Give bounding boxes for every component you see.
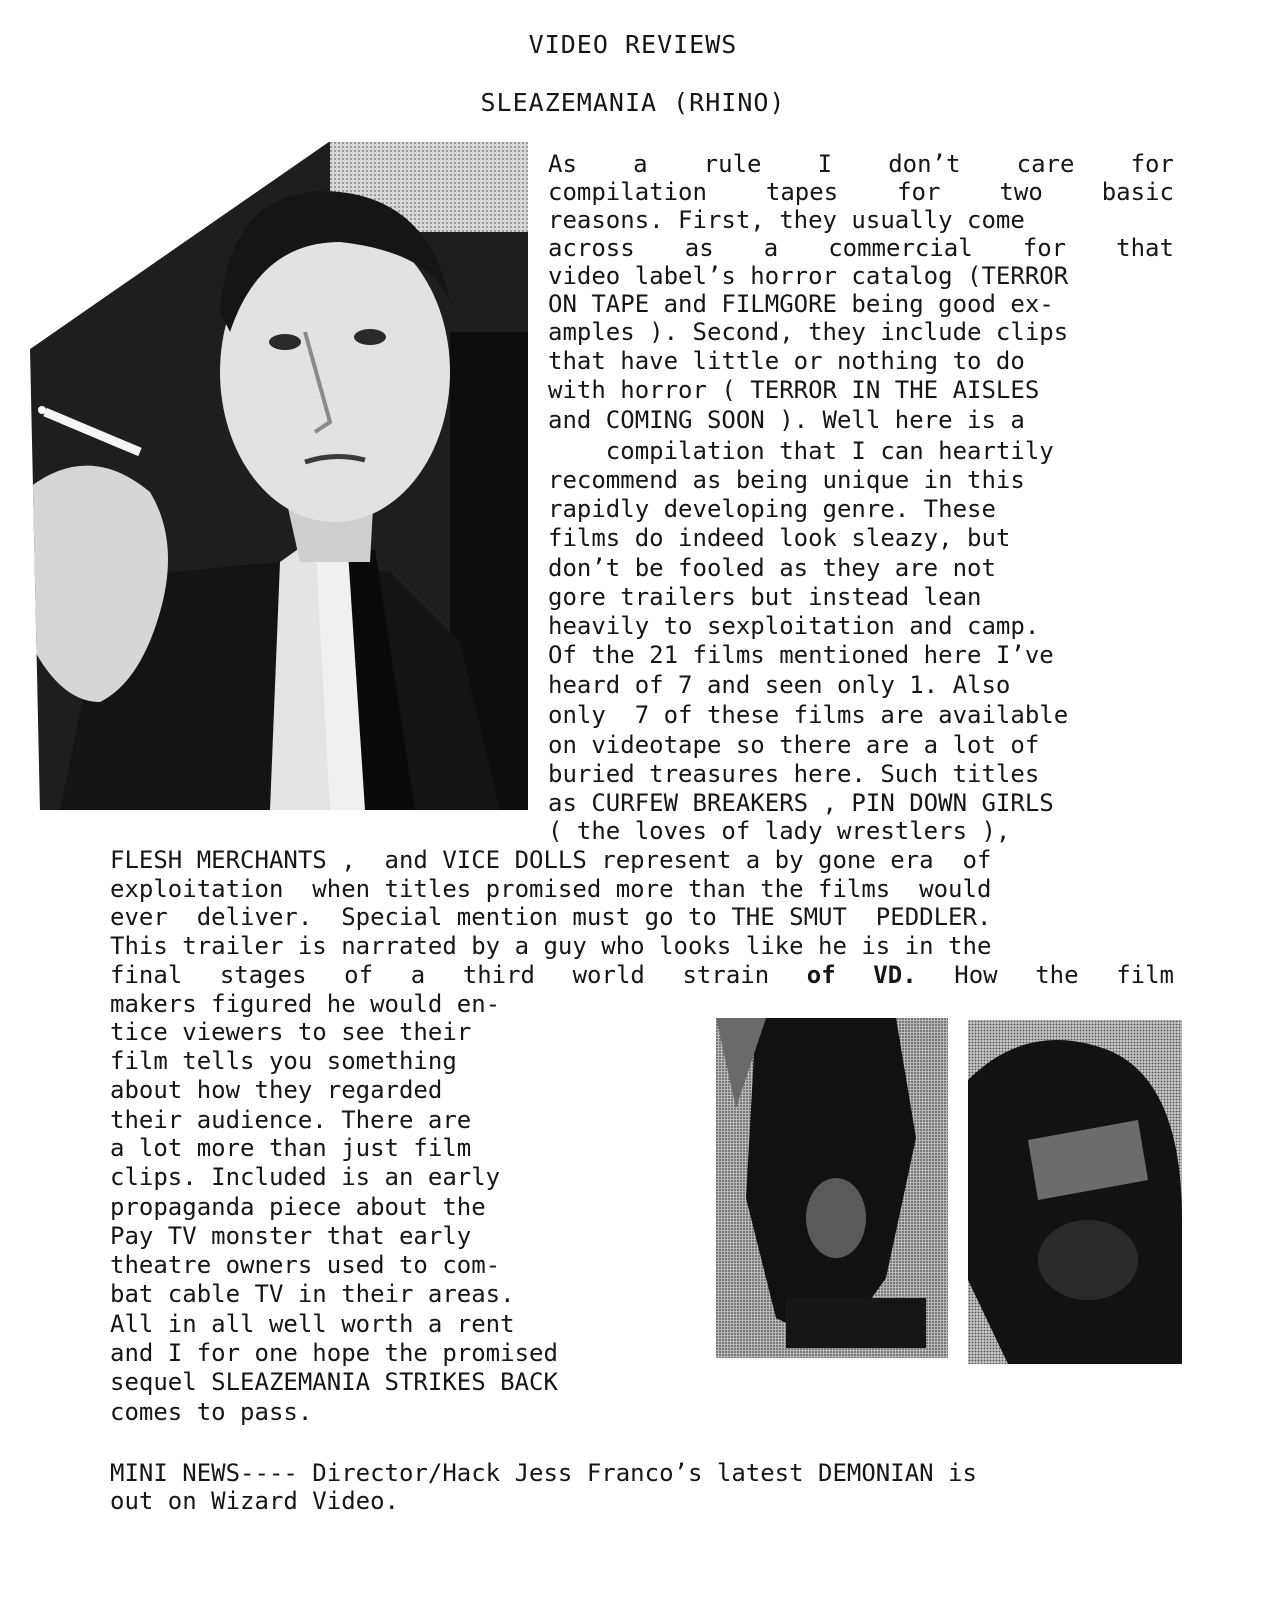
text-line: Pay TV monster that early <box>110 1222 472 1250</box>
text-line: gore trailers but instead lean <box>548 583 982 611</box>
word: for <box>1022 234 1067 262</box>
film-still-illustration <box>716 1018 948 1358</box>
text-line: buried treasures here. Such titles <box>548 760 1040 788</box>
text-line: exploitation when titles promised more than the films would <box>110 875 992 903</box>
text-line: propaganda piece about the <box>110 1193 486 1221</box>
text-line: heavily to sexploitation and camp. <box>548 612 1040 640</box>
text-line: bat cable TV in their areas. <box>110 1280 515 1308</box>
text-line: compilation that I can heartily <box>548 437 1054 465</box>
text-line: and I for one hope the promised <box>110 1339 558 1367</box>
review-title: SLEAZEMANIA (RHINO) <box>480 88 786 117</box>
text-line: video label’s horror catalog (TERROR <box>548 262 1069 290</box>
word: for <box>1130 150 1174 178</box>
word: a <box>763 234 779 262</box>
text-line: tice viewers to see their <box>110 1018 472 1046</box>
portrait-illustration <box>30 142 528 810</box>
film-still-photo <box>716 1018 948 1358</box>
portrait-photo <box>30 142 528 810</box>
word: world <box>572 961 645 989</box>
text-line: This trailer is narrated by a guy who looks like he is in the <box>110 932 992 960</box>
text-line: on videotape so there are a lot of <box>548 731 1040 759</box>
word: rule <box>703 150 762 178</box>
film-still-photo <box>968 1020 1182 1364</box>
text-line: rapidly developing genre. These <box>548 495 996 523</box>
word: stages <box>219 961 307 989</box>
word: a <box>633 150 648 178</box>
text-line: recommend as being unique in this <box>548 466 1025 494</box>
text-line: FLESH MERCHANTS , and VICE DOLLS represent a by gone era of <box>110 846 992 874</box>
word: strain <box>682 961 770 989</box>
text-line: films do indeed look sleazy, but <box>548 524 1011 552</box>
text-line <box>548 150 1174 178</box>
text-line: comes to pass. <box>110 1398 313 1426</box>
text-line: sequel SLEAZEMANIA STRIKES BACK <box>110 1368 558 1396</box>
page-title: VIDEO REVIEWS <box>528 30 738 59</box>
word: as <box>684 234 714 262</box>
text-line <box>110 961 1174 989</box>
word: compilation <box>548 178 707 206</box>
word: tapes <box>765 178 839 206</box>
text-line <box>548 178 1174 206</box>
text-line: about how they regarded <box>110 1076 443 1104</box>
word: across <box>548 234 635 262</box>
text-line: film tells you something <box>110 1047 457 1075</box>
word: basic <box>1101 178 1174 206</box>
word: As <box>548 150 577 178</box>
word: of <box>806 961 836 989</box>
word: the <box>1035 961 1079 989</box>
word: a <box>410 961 426 989</box>
text-line: heard of 7 and seen only 1. Also <box>548 671 1011 699</box>
text-line: only 7 of these films are available <box>548 701 1069 729</box>
text-line: amples ). Second, they include clips <box>548 318 1069 346</box>
text-line: reasons. First, they usually come <box>548 206 1025 234</box>
text-line: theatre owners used to com- <box>110 1251 501 1279</box>
text-line: a lot more than just film <box>110 1134 472 1162</box>
text-line: All in all well worth a rent <box>110 1310 515 1338</box>
word: film <box>1116 961 1174 989</box>
word: commercial <box>828 234 973 262</box>
word: for <box>897 178 941 206</box>
mini-news-line: out on Wizard Video. <box>110 1487 399 1515</box>
text-line: their audience. There are <box>110 1106 472 1134</box>
film-still-illustration <box>968 1020 1182 1364</box>
word: VD. <box>873 961 917 989</box>
word: I <box>817 150 833 178</box>
word: of <box>344 961 374 989</box>
word: don’t <box>888 150 961 178</box>
text-line <box>548 234 1174 262</box>
text-line: with horror ( TERROR IN THE AISLES <box>548 376 1040 404</box>
text-line: as CURFEW BREAKERS , PIN DOWN GIRLS <box>548 789 1054 817</box>
text-line: that have little or nothing to do <box>548 347 1025 375</box>
text-line: and COMING SOON ). Well here is a <box>548 406 1025 434</box>
text-line: ever deliver. Special mention must go to THE SMUT PEDDLER. <box>110 903 992 931</box>
text-line: ON TAPE and FILMGORE being good ex- <box>548 290 1054 318</box>
word: How <box>954 961 998 989</box>
mini-news-line: MINI NEWS---- Director/Hack Jess Franco’s latest DEMONIAN is <box>110 1459 977 1487</box>
text-line: clips. Included is an early <box>110 1163 501 1191</box>
word: two <box>999 178 1043 206</box>
word: that <box>1116 234 1174 262</box>
text-line: don’t be fooled as they are not <box>548 554 996 582</box>
word: third <box>462 961 535 989</box>
word: final <box>110 961 183 989</box>
text-line: makers figured he would en- <box>110 990 501 1018</box>
text-line: ( the loves of lady wrestlers ), <box>548 817 1011 845</box>
word: care <box>1016 150 1075 178</box>
text-line: Of the 21 films mentioned here I’ve <box>548 641 1054 669</box>
